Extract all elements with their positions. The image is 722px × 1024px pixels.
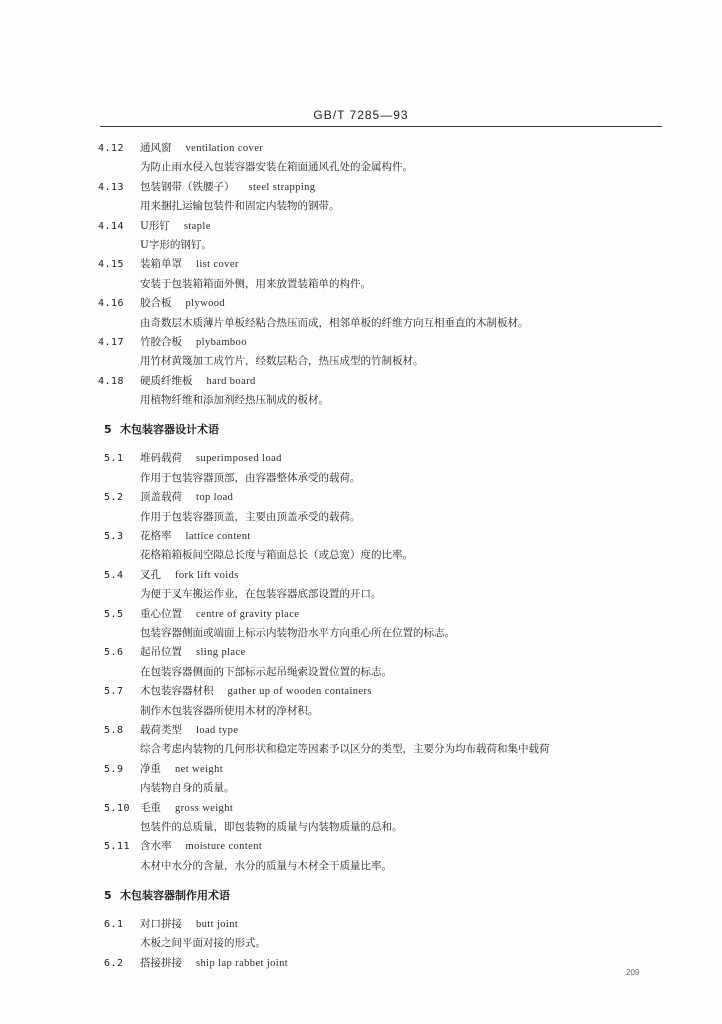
- document-body: [98, 139, 678, 973]
- term-english: top load: [196, 492, 234, 504]
- term-english: butt joint: [196, 919, 239, 931]
- term-line: [98, 721, 678, 740]
- term-number: 4.13: [98, 181, 125, 193]
- term-english: lattice content: [185, 531, 251, 543]
- term-chinese: 胶合板: [140, 297, 172, 310]
- term-number: 5.6: [104, 647, 124, 659]
- section-6-heading: [98, 876, 678, 915]
- term-chinese: U形钉: [140, 219, 170, 232]
- term-english: superimposed load: [196, 453, 282, 465]
- term-number: 5.3: [104, 531, 124, 543]
- term-chinese: 通风窗: [140, 142, 172, 154]
- term-entry: [98, 294, 678, 333]
- term-english: plybamboo: [196, 336, 247, 348]
- term-english: load type: [196, 724, 239, 736]
- term-definition: 制作木包装容器所使用木材的净材积。: [140, 704, 319, 717]
- term-chinese: 载荷类型: [140, 723, 182, 736]
- term-definition: 由奇数层木质薄片单板经粘合热压而成，相邻单板的纤维方向互相垂直的木制板材。: [140, 316, 529, 329]
- term-entry: [98, 799, 678, 838]
- term-english: ventilation cover: [185, 143, 264, 154]
- term-number: 4.18: [98, 375, 125, 387]
- term-line: [98, 837, 678, 856]
- term-line: [98, 915, 678, 934]
- term-entry: [98, 139, 678, 178]
- term-definition: 为防止雨水侵入包装容器安装在箱面通风孔处的金属构件。: [140, 161, 413, 174]
- term-definition: 花格箱箱板间空隙总长度与箱面总长（或总宽）度的比率。: [140, 549, 413, 562]
- term-english: hard board: [206, 375, 256, 387]
- term-chinese: 净重: [140, 762, 161, 775]
- term-line: [98, 605, 678, 624]
- term-definition: 综合考虑内装物的几何形状和稳定等因素予以区分的类型，主要分为均布载荷和集中载荷: [140, 743, 550, 756]
- term-entry: [98, 333, 678, 372]
- term-line: [98, 294, 678, 313]
- term-number: 6.1: [104, 919, 124, 931]
- term-definition: 内装物自身的质量。: [140, 782, 235, 795]
- term-number: 5.7: [104, 686, 124, 698]
- term-english: staple: [183, 220, 211, 232]
- term-entry: [98, 255, 678, 294]
- term-number: 5.1: [104, 453, 124, 465]
- term-entry: [98, 527, 678, 566]
- term-definition: 用来捆扎运输包装件和固定内装物的钢带。: [140, 200, 340, 213]
- term-entry: [98, 643, 678, 682]
- term-definition: 木材中水分的含量，水分的质量与木材全干质量比率。: [140, 859, 392, 872]
- term-line: [98, 333, 678, 352]
- term-entry: [98, 372, 678, 411]
- term-chinese: 顶盖载荷: [140, 491, 182, 504]
- term-entry: [98, 721, 678, 760]
- term-english: sling place: [196, 647, 246, 659]
- term-english: moisture content: [185, 841, 263, 853]
- term-english: centre of gravity place: [196, 608, 300, 620]
- term-number: 5.9: [104, 763, 124, 775]
- term-line: [98, 255, 678, 274]
- term-line: [98, 217, 678, 236]
- term-definition: U字形的钢钉。: [140, 238, 212, 251]
- term-english: list cover: [196, 259, 239, 271]
- term-chinese: 硬质纤维板: [140, 374, 193, 387]
- section-title: 木包装容器设计术语: [120, 423, 219, 437]
- term-number: 4.16: [98, 298, 125, 310]
- term-english: plywood: [185, 298, 226, 310]
- term-entry: [98, 954, 678, 973]
- section-number: 5: [104, 423, 112, 437]
- header-rule: [100, 126, 662, 127]
- term-english: fork lift voids: [175, 569, 239, 581]
- term-number: 4.15: [98, 259, 125, 271]
- term-line: [98, 488, 678, 507]
- term-line: [98, 682, 678, 701]
- term-definition: 木板之间平面对接的形式。: [140, 937, 266, 950]
- term-english: ship lap rabbet joint: [196, 957, 289, 969]
- page-header: GB/T 7285—93: [313, 108, 409, 122]
- term-chinese: 竹胶合板: [140, 335, 182, 348]
- term-chinese: 含水率: [140, 840, 172, 853]
- term-entry: [98, 915, 678, 954]
- term-english: net weight: [175, 763, 224, 775]
- section-title: 木包装容器制作用术语: [120, 889, 230, 903]
- term-entry: [98, 760, 678, 799]
- term-line: [98, 566, 678, 585]
- term-number: 4.14: [98, 220, 125, 232]
- term-line: [98, 449, 678, 468]
- term-entry: [98, 217, 678, 256]
- term-definition: 用竹材黄篾加工成竹片，经数层粘合，热压成型的竹制板材。: [140, 355, 424, 368]
- term-line: [98, 139, 678, 158]
- term-definition: 包装容器侧面或端面上标示内装物沿水平方向重心所在位置的标志。: [140, 626, 455, 639]
- term-chinese: 包装钢带（铁腰子）: [140, 180, 235, 193]
- section-5-entries: [98, 449, 678, 876]
- term-number: 6.2: [104, 957, 124, 969]
- term-number: 5.10: [104, 802, 131, 814]
- term-number: 5.5: [104, 608, 124, 620]
- term-chinese: 起吊位置: [140, 646, 182, 659]
- term-number: 5.4: [104, 569, 124, 581]
- term-definition: 用植物纤维和添加剂经热压制成的板材。: [140, 394, 329, 407]
- term-definition: 作用于包装容器顶部，由容器整体承受的载荷。: [140, 471, 361, 484]
- term-chinese: 对口拼接: [140, 918, 182, 931]
- term-definition: 为便于叉车搬运作业，在包装容器底部设置的开口。: [140, 588, 382, 601]
- term-number: 4.12: [98, 143, 125, 154]
- term-definition: 在包装容器侧面的下部标示起吊绳索设置位置的标志。: [140, 665, 392, 678]
- page-number: 209: [626, 968, 640, 977]
- term-definition: 作用于包装容器顶盖，主要由顶盖承受的载荷。: [140, 510, 361, 523]
- section-6-entries: [98, 915, 678, 973]
- term-chinese: 毛重: [140, 801, 161, 814]
- term-line: [98, 954, 678, 973]
- term-line: [98, 799, 678, 818]
- section-4-entries: [98, 139, 678, 410]
- section-5-heading: [98, 410, 678, 449]
- term-line: [98, 643, 678, 662]
- term-entry: [98, 605, 678, 644]
- term-definition: 安装于包装箱箱面外侧，用来放置装箱单的构件。: [140, 277, 371, 290]
- term-entry: [98, 837, 678, 876]
- term-english: gross weight: [175, 802, 234, 814]
- term-english: gather up of wooden containers: [227, 686, 372, 698]
- term-chinese: 堆码载荷: [140, 452, 182, 465]
- term-number: 5.8: [104, 724, 124, 736]
- term-line: [98, 372, 678, 391]
- term-chinese: 叉孔: [140, 568, 161, 581]
- term-chinese: 花格率: [140, 530, 172, 543]
- term-definition: 包装件的总质量，即包装物的质量与内装物质量的总和。: [140, 820, 403, 833]
- term-line: [98, 527, 678, 546]
- term-chinese: 装箱单罩: [140, 258, 182, 271]
- term-line: [98, 760, 678, 779]
- term-entry: [98, 178, 678, 217]
- section-number: 5: [104, 889, 112, 903]
- term-number: 5.11: [104, 841, 131, 853]
- term-entry: [98, 488, 678, 527]
- term-english: steel strapping: [248, 181, 316, 193]
- term-entry: [98, 449, 678, 488]
- term-entry: [98, 682, 678, 721]
- term-number: 4.17: [98, 336, 125, 348]
- term-line: [98, 178, 678, 197]
- term-chinese: 重心位置: [140, 607, 182, 620]
- term-entry: [98, 566, 678, 605]
- term-chinese: 木包装容器材积: [140, 685, 214, 698]
- term-chinese: 搭接拼接: [140, 956, 182, 969]
- term-number: 5.2: [104, 492, 124, 504]
